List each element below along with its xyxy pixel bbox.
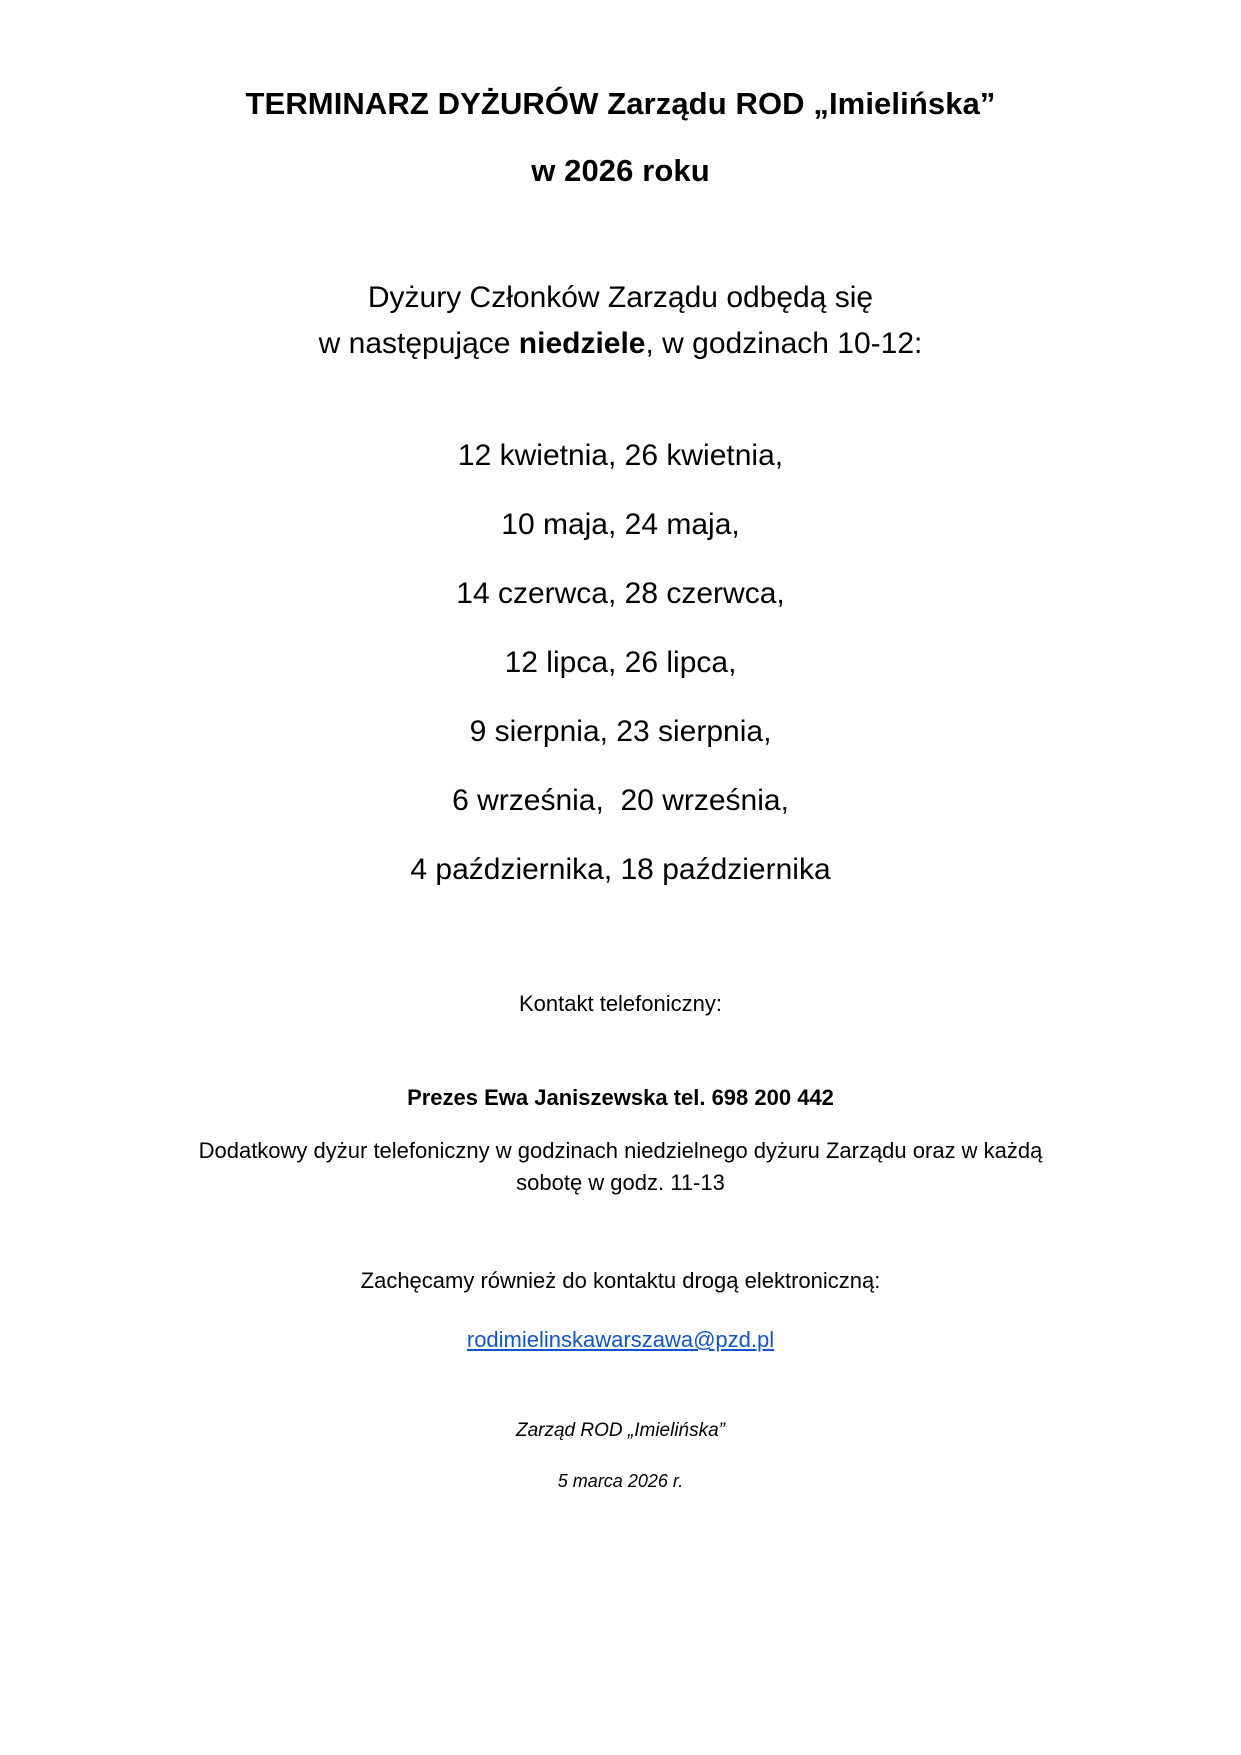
duty-date-line: 12 kwietnia, 26 kwietnia, — [457, 438, 784, 472]
duty-date-line: 12 lipca, 26 lipca, — [504, 645, 737, 679]
duty-date-line: 14 czerwca, 28 czerwca, — [456, 576, 785, 610]
intro-line-2 — [96, 321, 1145, 367]
duty-date-line: 10 maja, 24 maja, — [501, 507, 740, 541]
email-link[interactable]: rodimielinskawarszawa@pzd.pl — [466, 1327, 775, 1353]
intro-paragraph — [96, 275, 1145, 366]
duty-date-line: 9 sierpnia, 23 sierpnia, — [469, 714, 772, 748]
duty-date-line: 4 października, 18 października — [410, 852, 831, 886]
intro-line-2-suffix: , w godzinach 10-12: — [645, 326, 923, 360]
email-invite-text: Zachęcamy również do kontaktu drogą elektroniczną: — [360, 1267, 881, 1293]
email-link-row — [96, 1327, 1145, 1353]
duty-dates-list — [96, 438, 1145, 886]
intro-line-2-prefix: w następujące — [318, 326, 519, 360]
title-line-2: w 2026 roku — [531, 152, 710, 188]
duty-date-line: 6 września, 20 września, — [452, 783, 789, 817]
signature-author: Zarząd ROD „Imielińska” — [515, 1420, 726, 1442]
intro-emphasis-niedziele: niedziele — [518, 326, 646, 360]
contact-person: Prezes Ewa Janiszewska tel. 698 200 442 — [407, 1085, 834, 1111]
title-line-1: TERMINARZ DYŻURÓW Zarządu ROD „Imielińska” — [245, 86, 996, 121]
intro-line-1: Dyżury Członków Zarządu odbędą się — [367, 281, 874, 315]
contact-note: Dodatkowy dyżur telefoniczny w godzinach niedzielnego dyżuru Zarządu oraz w każdą sobotę w godz. 11-13 — [198, 1137, 1043, 1195]
document-title — [96, 0, 1145, 190]
contact-heading: Kontakt telefoniczny: — [518, 990, 722, 1016]
signature-date: 5 marca 2026 r. — [557, 1470, 684, 1491]
